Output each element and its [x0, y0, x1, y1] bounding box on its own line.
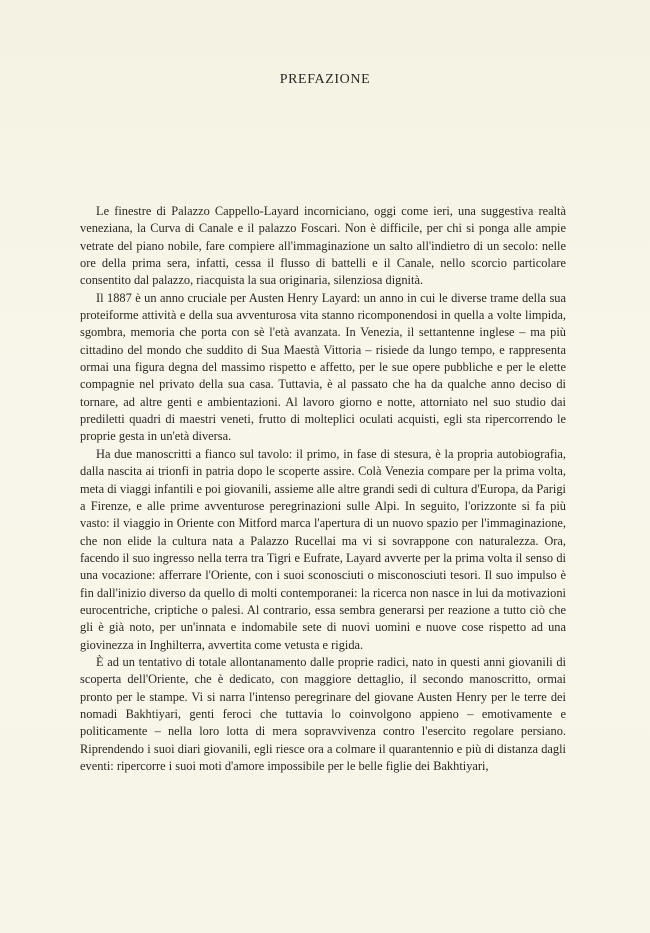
paragraph: Le finestre di Palazzo Cappello-Layard incorniciano, oggi come ieri, una suggestiva realtà veneziana, la Curva di Canale e il palazzo Foscari. Non è difficile, per chi si ponga alle ampie vetrate del piano nobile, fare compiere all'immaginazione un salto all'indietro di un secolo: nelle ore della prima sera, infatti, cessa il flusso di battelli e il Canale, nello scorcio particolare consentito dal palazzo, riacquista la sua originaria, silenziosa dignità.: [80, 204, 566, 288]
paragraph: È ad un tentativo di totale allontanamento dalle proprie radici, nato in questi anni giovanili di scoperta dell'Oriente, che è dedicato, con maggiore dettaglio, il secondo manoscritto, ormai pronto per le stampe. Vi si narra l'intenso peregrinare del giovane Austen Henry per le terre dei nomadi Bakhtiyari, genti feroci che tuttavia lo coinvolgono appieno – emotivamente e politicamente – nella loro lotta di mera sopravvivenza contro l'esercito regolare persiano. Riprendendo i suoi diari giovanili, egli riesce ora a colmare il quarantennio e più di distanza dagli eventi: ripercorre i suoi moti d'amore impossibile per le belle figlie dei Bakhtiyari,: [80, 654, 566, 773]
paragraph: Il 1887 è un anno cruciale per Austen Henry Layard: un anno in cui le diverse trame della sua proteiforme attività e della sua avventurosa vita stanno ricomponendosi in quella a volte limpida, sgombra, memoria che porta con sè l'età avanzata. In Venezia, il settantenne inglese – ma più cittadino del mondo che suddito di Sua Maestà Vittoria – risiede da lungo tempo, e rappresenta ormai una figura degna del massimo rispetto e affetto, per le sue opere pubbliche e per le elette compagnie nel privato della sua casa. Tuttavia, è al passato che ha da qualche anno deciso di tornare, ad altre genti e ambientazioni. Al lavoro giorno e notte, attorniato nel suo studio dai prediletti quadri di maestri veneti, frutto di molteplici oculati acquisti, egli sta ripercorrendo le proprie gesta in un'età diversa.: [80, 290, 566, 444]
page-title: PREFAZIONE: [279, 72, 371, 87]
preface-body: [80, 203, 566, 775]
paragraph: Ha due manoscritti a fianco sul tavolo: il primo, in fase di stesura, è la propria autobiografia, dalla nascita ai trionfi in patria dopo le scoperte assire. Colà Venezia compare per la prima volta, meta di viaggi infantili e poi giovanili, assieme alle altre grandi sedi di cultura d'Europa, da Parigi a Firenze, e alle prime avventurose peregrinazioni sulle Alpi. In seguito, l'orizzonte si fa più vasto: il viaggio in Oriente con Mitford marca l'apertura di un nuovo spazio per l'immaginazione, che non elide la cultura nata a Palazzo Rucellai ma vi si sovrappone con naturalezza. Ora, facendo il suo ingresso nella terra tra Tigri e Eufrate, Layard avverte per la prima volta il senso di una vocazione: afferrare l'Oriente, con i suoi sconosciuti o misconosciuti tesori. Il suo impulso è fin dall'inizio diverso da quello di molti contemporanei: la ricerca non nasce in lui da motivazioni eurocentriche, criptiche o palesi. Al contrario, essa sembra generarsi per reazione a tutto ciò che gli è già noto, per un'innata e indomabile sete di nuovi uomini e nuove cose rispetto ad una giovinezza in Inghilterra, avvertita come vetusta e rigida.: [80, 446, 566, 652]
